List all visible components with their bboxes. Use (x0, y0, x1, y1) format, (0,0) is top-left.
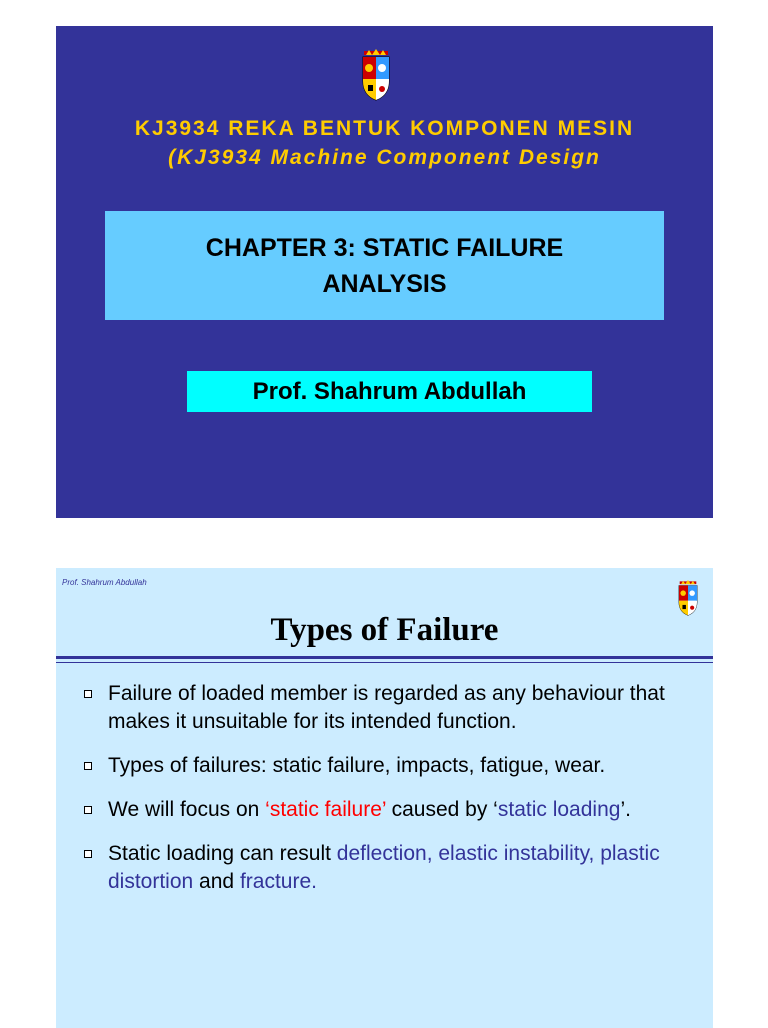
bullet-text: and (193, 870, 240, 893)
square-bullet-icon (84, 690, 92, 698)
chapter-title: CHAPTER 3: STATIC FAILURE ANALYSIS (205, 233, 564, 298)
list-item (80, 752, 700, 780)
list-item (80, 680, 700, 736)
bullet-list (80, 680, 700, 912)
square-bullet-icon (84, 850, 92, 858)
chapter-box (105, 211, 664, 320)
bullet-text: Types of failures: static failure, impacts, fatigue, wear. (108, 754, 606, 777)
slide-title: Types of Failure (270, 612, 499, 648)
bullet-text: Failure of loaded member is regarded as any behaviour that makes it unsuitable for its intended function. (108, 682, 665, 733)
bullet-text: We will focus on (108, 798, 266, 821)
course-subtitle: (KJ3934 Machine Component Design (168, 146, 601, 169)
university-crest-icon (677, 580, 699, 616)
bullet-text: ’. (620, 798, 631, 821)
square-bullet-icon (84, 762, 92, 770)
highlight-static-failure: ‘static failure’ (265, 798, 386, 821)
slide-author-header: Prof. Shahrum Abdullah (62, 578, 147, 587)
course-title: KJ3934 REKA BENTUK KOMPONEN MESIN (134, 117, 635, 140)
bullet-text: caused by ‘ (385, 798, 498, 821)
highlight-fracture: fracture. (239, 870, 317, 893)
author-name: Prof. Shahrum Abdullah (252, 377, 527, 405)
content-slide (56, 568, 713, 1028)
title-rule-thin (56, 662, 713, 663)
list-item (80, 840, 700, 896)
title-slide (56, 26, 713, 518)
author-box (187, 371, 592, 412)
square-bullet-icon (84, 806, 92, 814)
highlight-static-loading: static loading (497, 798, 621, 821)
bullet-text: Static loading can result (108, 842, 337, 865)
title-rule-thick (56, 656, 713, 659)
university-crest-icon (361, 49, 391, 101)
highlight-failure-modes: deflection, elastic instability, plastic distortion (108, 842, 660, 893)
list-item (80, 796, 700, 824)
